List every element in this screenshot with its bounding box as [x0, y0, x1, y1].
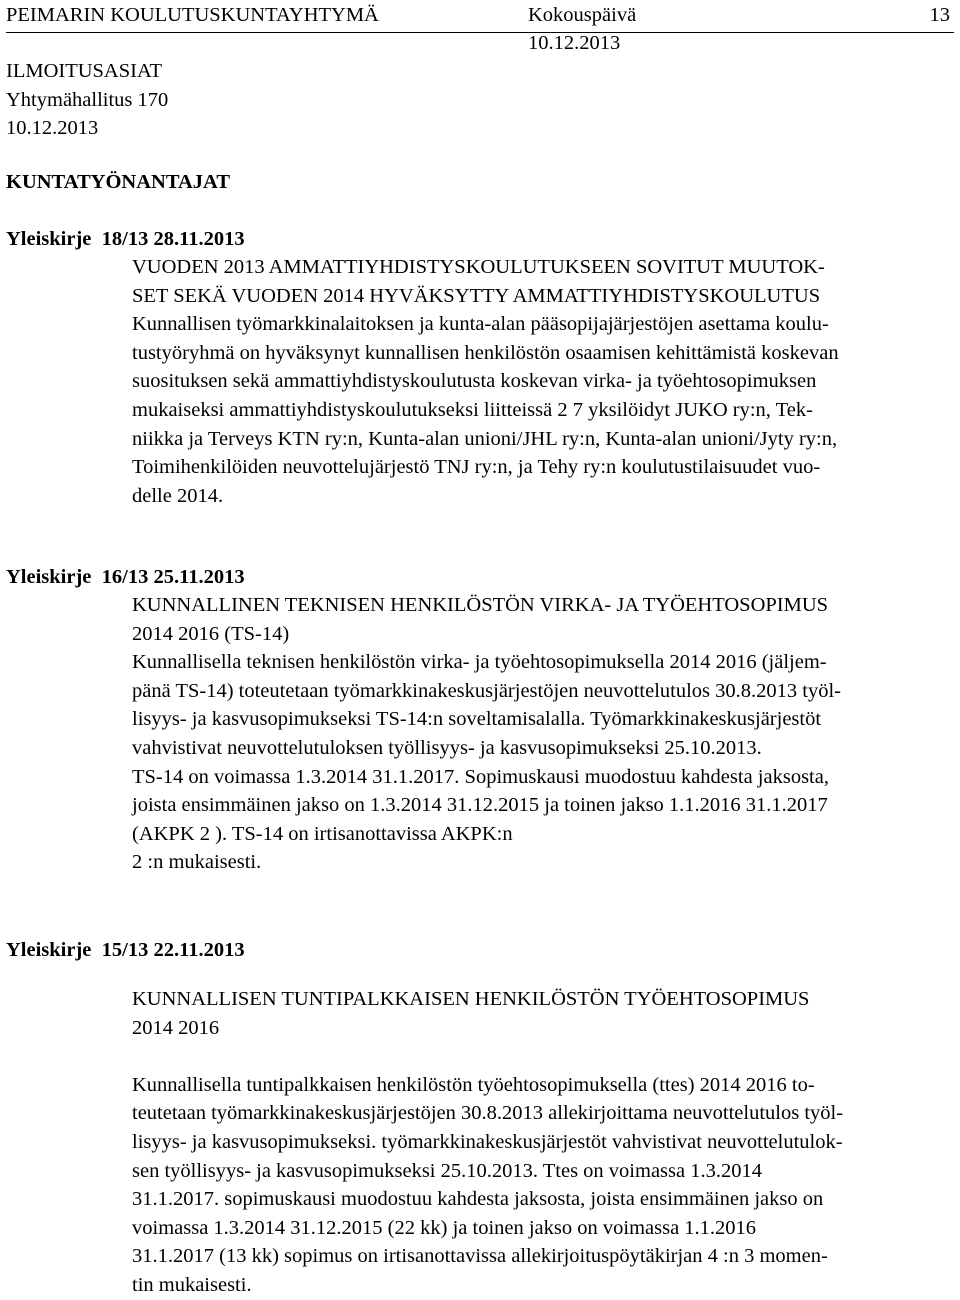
circular-text-line: tin mukaisesti.	[132, 1273, 252, 1296]
circular-text-line: lisyys- ja kasvusopimukseksi TS-14:n soveltamisalalla. Työmarkkinakeskusjärjestöt	[132, 708, 822, 731]
circular-date: 22.11.2013	[153, 939, 245, 961]
circular-text-line: 31.1.2017. sopimuskausi muodostuu kahdesta jaksosta, joista ensimmäinen jakso on	[132, 1188, 824, 1211]
circular-content	[132, 591, 952, 877]
notice-block	[6, 57, 168, 143]
circular-heading	[6, 936, 245, 965]
circular-heading	[6, 225, 245, 254]
organization-name: PEIMARIN KOULUTUSKUNTAYHTYMÄ	[6, 4, 379, 26]
page-header	[6, 0, 954, 33]
circular-text-line: suosituksen sekä ammattiyhdistyskoulutusta koskevan virka- ja työehtosopimuksen	[132, 370, 817, 393]
meeting-date: 10.12.2013	[528, 32, 621, 54]
page-number: 13	[929, 4, 950, 26]
circular-title-line: KUNNALLISEN TUNTIPALKKAISEN HENKILÖSTÖN TYÖEHTOSOPIMUS	[132, 988, 810, 1010]
circular-text-line: lisyys- ja kasvusopimukseksi. työmarkkinakeskusjärjestöt vahvistivat neuvottelutulok-	[132, 1130, 843, 1153]
circular-text-line: (AKPK 2 ). TS-14 on irtisanottavissa AKPK:n	[132, 822, 513, 845]
circular-text-line: niikka ja Terveys KTN ry:n, Kunta-alan unioni/JHL ry:n, Kunta-alan unioni/Jyty ry:n,	[132, 427, 838, 450]
circular-title-line: VUODEN 2013 AMMATTIYHDISTYSKOULUTUKSEEN SOVITUT MUUTOK-	[132, 256, 825, 278]
circular-text-line: Kunnallisella tuntipalkkaisen henkilöstön työehtosopimuksella (ttes) 2014 2016 to-	[132, 1073, 815, 1096]
circular-text-line: Toimihenkilöiden neuvottelujärjestö TNJ ry:n, ja Tehy ry:n koulutustilaisuudet vuo-	[132, 456, 821, 479]
board-section-reference: Yhtymähallitus 170	[6, 88, 169, 111]
notice-date: 10.12.2013	[6, 117, 99, 140]
section-title: KUNTATYÖNANTAJAT	[6, 171, 230, 193]
meeting-date-label: Kokouspäivä	[528, 4, 637, 26]
circular-title-line: 2014 2016	[132, 1016, 220, 1039]
circular-number: 16/13	[101, 566, 149, 588]
circular-title-line: KUNNALLINEN TEKNISEN HENKILÖSTÖN VIRKA- JA TYÖEHTOSOPIMUS	[132, 594, 829, 616]
circular-text-line: pänä TS-14) toteutetaan työmarkkinakeskusjärjestöjen neuvottelutulos 30.8.2013 työl-	[132, 679, 842, 702]
circular-heading	[6, 563, 245, 592]
circular-title-line: SET SEKÄ VUODEN 2014 HYVÄKSYTTY AMMATTIYHDISTYSKOULUTUS	[132, 284, 821, 307]
circular-content	[132, 985, 952, 1300]
circular-text-line: teutetaan työmarkkinakeskusjärjestöjen 30.8.2013 allekirjoittama neuvottelutulos työl-	[132, 1102, 844, 1125]
circular-text-line: sen työllisyys- ja kasvusopimukseksi 25.10.2013. Ttes on voimassa 1.3.2014	[132, 1159, 762, 1182]
circular-text-line: vahvistivat neuvottelutuloksen työllisyys- ja kasvusopimukseksi 25.10.2013.	[132, 736, 762, 759]
circular-content	[132, 253, 952, 510]
circular-text-line: tustyöryhmä on hyväksynyt kunnallisen henkilöstön osaamisen kehittämistä koskevan	[132, 341, 839, 364]
circular-number: 18/13	[101, 228, 149, 250]
circular-text-line: 2 :n mukaisesti.	[132, 851, 262, 874]
notices-heading: ILMOITUSASIAT	[6, 60, 163, 82]
circular-text-line: delle 2014.	[132, 484, 224, 507]
circular-label: Yleiskirje	[6, 228, 92, 250]
circular-text-line: Kunnallisella teknisen henkilöstön virka- ja työehtosopimuksella 2014 2016 (jäljem-	[132, 651, 827, 674]
circular-text-line: Kunnallisen työmarkkinalaitoksen ja kunta-alan pääsopijajärjestöjen asettama koulu-	[132, 313, 829, 336]
circular-label: Yleiskirje	[6, 566, 92, 588]
circular-label: Yleiskirje	[6, 939, 92, 961]
circular-text-line: 31.1.2017 (13 kk) sopimus on irtisanottavissa allekirjoituspöytäkirjan 4 :n 3 momen-	[132, 1245, 828, 1268]
paragraph-gap	[132, 1042, 952, 1071]
circular-text-line: TS-14 on voimassa 1.3.2014 31.1.2017. Sopimuskausi muodostuu kahdesta jaksosta,	[132, 765, 829, 788]
circular-number: 15/13	[101, 939, 149, 961]
circular-date: 28.11.2013	[153, 228, 245, 250]
circular-date: 25.11.2013	[153, 566, 245, 588]
circular-title-line: 2014 2016 (TS-14)	[132, 622, 290, 645]
circular-text-line: mukaiseksi ammattiyhdistyskoulutukseksi liitteissä 2 7 yksilöidyt JUKO ry:n, Tek-	[132, 398, 813, 421]
circular-text-line: joista ensimmäinen jakso on 1.3.2014 31.12.2015 ja toinen jakso 1.1.2016 31.1.2017	[132, 794, 828, 817]
circular-text-line: voimassa 1.3.2014 31.12.2015 (22 kk) ja toinen jakso on voimassa 1.1.2016	[132, 1216, 757, 1239]
